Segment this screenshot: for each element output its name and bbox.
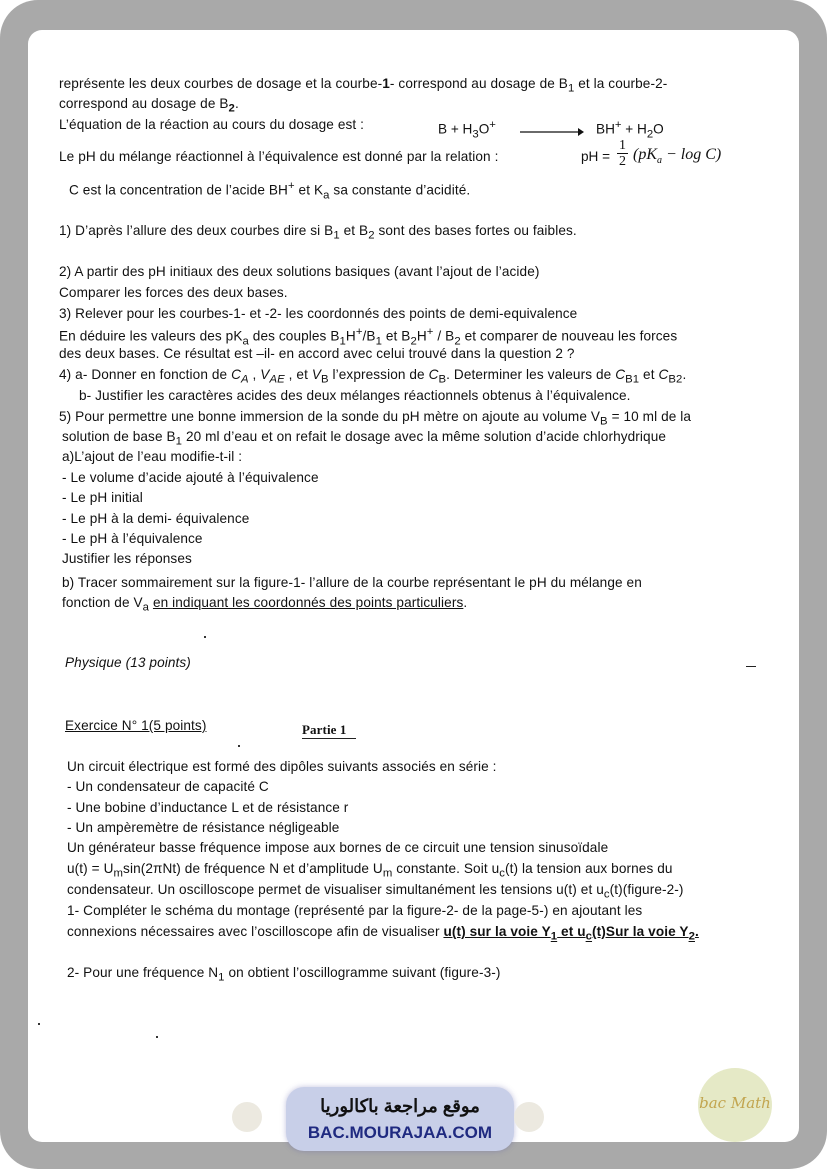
ph-formula-fraction: $\frac{1}{2}$: [619, 138, 626, 169]
exercise-title: Exercice N° 1(5 points): [65, 718, 207, 733]
question-ex1-2: 2- Pour une fréquence $N_1$ on obtient l’oscillogramme suivant (figure-3-): [67, 965, 501, 984]
question-5a: a)L’ajout de l’eau modifie-t-il :: [62, 449, 243, 464]
oscilloscope-line: condensateur. Un oscilloscope permet de visualiser simultanément les tensions u(t) et $u_c(t)(figure-2-)$: [67, 882, 684, 901]
scan-speck: [204, 636, 206, 638]
equation-products: $BH^+ + H_2O$: [596, 119, 664, 141]
question-5a-item-1: - Le volume d’acide ajouté à l’équivalence: [62, 470, 319, 485]
scan-speck: [156, 1036, 158, 1038]
physique-title: Physique (13 points): [65, 655, 191, 670]
bac-math-badge-label: bac Math: [699, 1094, 771, 1112]
question-5b-line-1: b) Tracer sommairement sur la figure-1- l’allure de la courbe représentant le pH du mélange en: [62, 575, 642, 590]
site-url-link[interactable]: BAC.MOURAJAA.COM: [307, 1123, 493, 1142]
question-5a-justify: Justifier les réponses: [62, 551, 192, 566]
ph-relation-label: Le pH du mélange réactionnel à l’équivalence est donné par la relation :: [59, 149, 499, 164]
equation-reactants: $B + H_3O^+$: [438, 119, 496, 141]
intro-line-2: correspond au dosage de $B_2$.: [59, 96, 239, 115]
question-3-line-3: des deux bases. Ce résultat est –il- en accord avec celui trouvé dans la question 2 ?: [59, 346, 575, 361]
question-4a: 4) a- Donner en fonction de $C_A$ , $V_{AE}$ , et $V_B$ l’expression de $C_B$. Determiner les valeurs de $C_{B1}$ et $C_{B2}$.: [59, 367, 687, 386]
question-3-line-2: En déduire les valeurs des $pK_a$ des couples $B_1H^+/B_1$ et $B_2H^+ / B_2$ et comparer de nouveau les forces: [59, 326, 678, 348]
question-5a-item-3: - Le pH à la demi- équivalence: [62, 511, 250, 526]
scan-mark: [746, 666, 756, 667]
part-title: Partie 1: [302, 722, 347, 737]
ph-formula-rhs: $(pK_a - \log C)$: [633, 146, 722, 167]
question-5b-line-2: fonction de $V_a$ en indiquant les coordonnés des points particuliers.: [62, 595, 468, 614]
concentration-definition: C est la concentration de l’acide BH+ et $K_a$ sa constante d’acidité.: [69, 180, 471, 202]
question-ex1-1: 1- Compléter le schéma du montage (représenté par la figure-2- de la page-5-) en ajoutant les: [67, 903, 643, 918]
dipole-capacitor: - Un condensateur de capacité C: [67, 779, 269, 794]
question-2-line-1: 2) A partir des pH initiaux des deux solutions basiques (avant l’ajout de l’acide): [59, 264, 540, 279]
scan-speck: [238, 745, 240, 747]
question-5-line-1: 5) Pour permettre une bonne immersion de la sonde du pH mètre on ajoute au volume $V_B = 10$ ml de la: [59, 409, 692, 428]
equation-label: L’équation de la réaction au cours du dosage est :: [59, 117, 365, 132]
generator-line: Un générateur basse fréquence impose aux bornes de ce circuit une tension sinusoïdale: [67, 840, 609, 855]
question-4b: b- Justifier les caractères acides des deux mélanges réactionnels obtenus à l’équivalence.: [79, 388, 631, 403]
question-1: 1) D’après l’allure des deux courbes dire si $B_1$ et $B_2$ sont des bases fortes ou faibles.: [59, 223, 577, 242]
question-3-line-1: 3) Relever pour les courbes-1- et -2- les coordonnés des points de demi-equivalence: [59, 306, 578, 321]
site-name-arabic: موقع مراجعة باكالوريا: [320, 1096, 480, 1116]
site-logo-icon: [514, 1102, 544, 1132]
dipole-coil: - Une bobine d’inductance L et de résistance r: [67, 800, 349, 815]
exercise-intro: Un circuit électrique est formé des dipôles suivants associés en série :: [67, 759, 497, 774]
intro-line-1: représente les deux courbes de dosage et la courbe-1- correspond au dosage de $B_1$ et la courbe-2-: [59, 76, 668, 95]
question-5a-item-2: - Le pH initial: [62, 490, 143, 505]
dipole-ammeter: - Un ampèremètre de résistance négligeable: [67, 820, 340, 835]
question-5-line-2: solution de base $B_1$ 20 ml d’eau et on refait le dosage avec la même solution d’acide chlorhydrique: [62, 429, 667, 448]
part-title-underline: [302, 738, 356, 739]
ph-formula-lhs: pH =: [581, 149, 611, 164]
question-2-line-2: Comparer les forces des deux bases.: [59, 285, 288, 300]
question-5a-item-4: - Le pH à l’équivalence: [62, 531, 203, 546]
site-logo-icon: [232, 1102, 262, 1132]
scan-speck: [38, 1023, 40, 1025]
reaction-arrow-icon: [520, 127, 584, 137]
question-ex1-1-cont: connexions nécessaires avec l’oscilloscope afin de visualiser u(t) sur la voie $Y_1$ et $u_c(t)Sur$ la voie $Y_2$.: [67, 924, 699, 943]
voltage-line: $u(t) = U_m\sin(2\pi Nt)$ de fréquence N et d’amplitude $U_m$ constante. Soit $u_c(t)$ la tension aux bornes du: [67, 861, 673, 880]
